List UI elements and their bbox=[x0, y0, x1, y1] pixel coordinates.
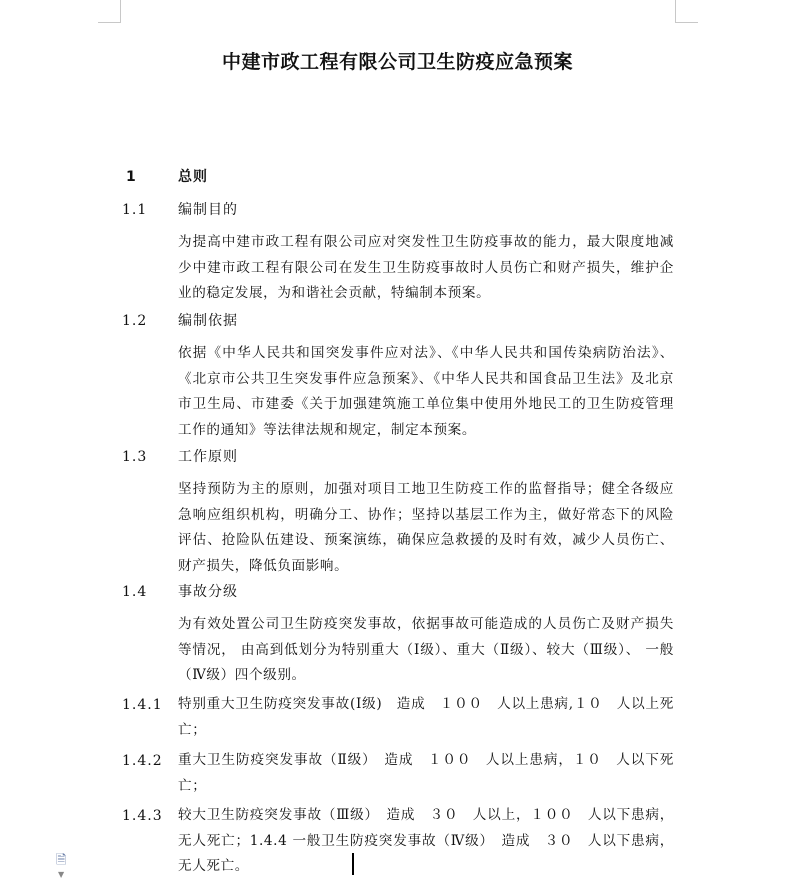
section-heading: 编制目的 bbox=[178, 202, 238, 218]
subsection-body: 重大卫生防疫突发事故（Ⅱ级） 造成 １００ 人以上患病，１０ 人以下死亡； bbox=[178, 752, 674, 794]
text-cursor bbox=[352, 853, 354, 875]
section-body: 为有效处置公司卫生防疫突发事故，依据事故可能造成的人员伤亡及财产损失等情况， 由高到低划分为特别重大（Ⅰ级）、重大（Ⅱ级）、较大（Ⅲ级）、 一般（Ⅳ级）四个级别。 bbox=[178, 616, 674, 683]
paste-options-icon[interactable]: 🗎▼ bbox=[56, 853, 67, 879]
page-corner-mark-right bbox=[675, 0, 698, 23]
subsection-body: 较大卫生防疫突发事故（Ⅲ级） 造成 ３０ 人以上，１００ 人以下患病，无人死亡；1.4.4 一般卫生防疫突发事故（Ⅳ级） 造成 ３０ 人以下患病，无人死亡。 bbox=[178, 807, 674, 874]
subsection-number: 1.4.2 bbox=[122, 753, 163, 769]
section-number: 1 bbox=[126, 169, 137, 185]
section-heading: 编制依据 bbox=[178, 313, 238, 329]
section-heading: 总则 bbox=[178, 169, 208, 185]
page-corner-mark-left bbox=[98, 0, 121, 23]
document-title: 中建市政工程有限公司卫生防疫应急预案 bbox=[221, 51, 573, 73]
subsection-number: 1.4.3 bbox=[122, 808, 163, 824]
section-number: 1.4 bbox=[122, 584, 148, 600]
section-body: 坚持预防为主的原则，加强对项目工地卫生防疫工作的监督指导；健全各级应急响应组织机构，明确分工、协作；坚持以基层工作为主，做好常态下的风险评估、抢险队伍建设、预案演练，确保应急救援的及时有效，减少人员伤亡、财产损失，降低负面影响。 bbox=[178, 481, 674, 574]
section-heading: 工作原则 bbox=[178, 449, 238, 465]
section-number: 1.1 bbox=[122, 202, 148, 218]
section-body: 依据《中华人民共和国突发事件应对法》、《中华人民共和国传染病防治法》、《北京市公共卫生突发事件应急预案》、《中华人民共和国食品卫生法》及北京市卫生局、市建委《关于加强建筑施工单位集中使用外地民工的卫生防疫管理工作的通知》等法律法规和规定，制定本预案。 bbox=[178, 345, 674, 438]
subsection-number: 1.4.1 bbox=[122, 697, 163, 713]
section-body: 为提高中建市政工程有限公司应对突发性卫生防疫事故的能力，最大限度地减 少中建市政工程有限公司在发生卫生防疫事故时人员伤亡和财产损失，维护企业的稳定发展，为和谐社会贡献，特编制本预案。 bbox=[178, 234, 674, 301]
subsection-body: 特别重大卫生防疫突发事故(Ⅰ级) 造成 １００ 人以上患病,１０ 人以上死亡； bbox=[178, 696, 674, 738]
section-heading: 事故分级 bbox=[178, 584, 238, 600]
section-number: 1.3 bbox=[122, 449, 148, 465]
section-number: 1.2 bbox=[122, 313, 148, 329]
